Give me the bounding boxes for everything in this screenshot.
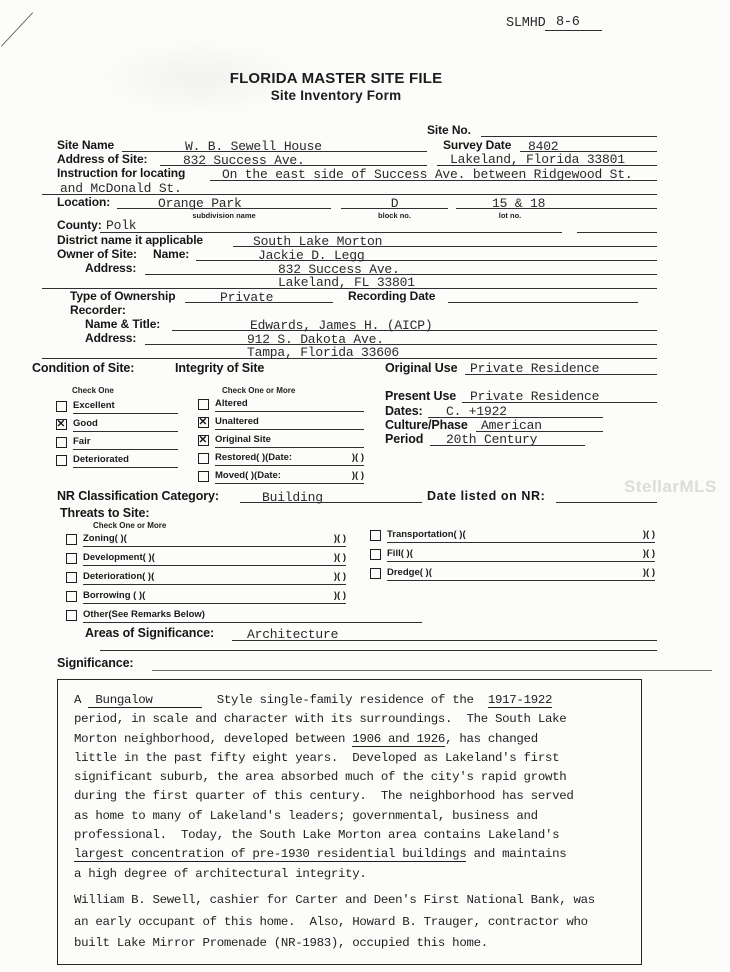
significance-text-segment: a high degree of architectural integrity. — [74, 866, 367, 881]
site-address-label: Address of Site: — [57, 152, 148, 166]
checkbox-label: Deteriorated — [73, 454, 129, 465]
checkbox-zoning — [66, 534, 77, 545]
threat-row — [66, 552, 346, 566]
dates-label: Dates: — [385, 404, 423, 418]
stellar-mls-watermark: StellarMLS — [624, 477, 717, 496]
form-ref-label: SLMHD — [506, 16, 546, 31]
checkbox-fair — [56, 437, 67, 448]
threat-row — [66, 590, 346, 604]
checkbox-label: Fill( )( — [387, 548, 413, 559]
culture-value: American — [481, 418, 542, 433]
location-label: Location: — [57, 195, 111, 209]
instruction-value-2: and McDonald St. — [60, 181, 182, 196]
significance-title: Significance: — [57, 656, 134, 670]
significance-box — [57, 679, 642, 965]
survey-date-value: 8402 — [528, 139, 559, 154]
recording-date-line — [448, 302, 638, 303]
checkbox-restored — [198, 453, 209, 464]
significance-text-segment: professional. Today, the South Lake Morton area contains Lakeland's — [74, 828, 560, 843]
instruction-value: On the east side of Success Ave. between Ridgewood St. — [222, 167, 633, 182]
lot-line — [456, 208, 657, 209]
condition-row — [56, 436, 178, 450]
checkbox-suffix: )( ) — [642, 529, 655, 540]
checkbox-transportation — [370, 530, 381, 541]
owner-label: Owner of Site: — [57, 247, 137, 261]
significance-line — [74, 826, 631, 845]
significance-text-segment: William B. Sewell, cashier for Carter and Deen's First National Bank, was — [74, 892, 595, 907]
significance-text-segment: as home to many of Lakeland's leaders; governmental, business and — [74, 808, 538, 823]
form-ref-value: 8-6 — [556, 15, 580, 30]
recorder-address-label: Address: — [85, 331, 137, 345]
subdivision-value: Orange Park — [158, 196, 242, 211]
pen-stray-mark — [1, 12, 33, 46]
significance-text-segment: Style single-family residence of the — [202, 693, 488, 707]
checkbox-suffix: )( ) — [333, 533, 346, 544]
recorder-city-value: Tampa, Florida 33606 — [247, 345, 400, 360]
checkbox-other — [66, 610, 77, 621]
lot-caption: lot no. — [498, 211, 522, 220]
integrity-title: Integrity of Site — [175, 361, 265, 375]
site-no-label: Site No. — [427, 123, 471, 137]
county-line-2 — [577, 232, 657, 233]
significance-text-segment: an early occupant of this home. Also, Howard B. Trauger, contractor who — [74, 914, 588, 929]
site-name-value: W. B. Sewell House — [185, 139, 322, 154]
checkbox-original-site — [198, 435, 209, 446]
significance-line — [74, 749, 631, 768]
ref-underline — [545, 30, 602, 31]
form-title: FLORIDA MASTER SITE FILE — [229, 70, 443, 87]
checkbox-unaltered — [198, 417, 209, 428]
significance-text-segment: Morton neighborhood, developed between — [74, 731, 353, 746]
survey-date-label: Survey Date — [443, 138, 512, 152]
checkbox-label: Zoning( )( — [83, 533, 127, 544]
original-use-value: Private Residence — [470, 361, 600, 376]
county-label: County: — [57, 218, 102, 232]
period-value: 20th Century — [446, 432, 538, 447]
significance-text-segment: and maintains — [466, 847, 567, 862]
checkbox-label: Good — [73, 418, 98, 429]
checkbox-label: Original Site — [215, 434, 271, 445]
checkbox-label: Borrowing ( )( — [83, 590, 146, 601]
significance-text-segment: little in the past fifty eight years. Developed as Lakeland's first — [74, 750, 560, 765]
integrity-caption: Check One or More — [222, 386, 296, 395]
significance-paragraph-2 — [74, 890, 631, 955]
checkbox-borrowing — [66, 591, 77, 602]
checkbox-deteriorated — [56, 455, 67, 466]
significance-text — [58, 680, 641, 955]
significance-text-segment: period, in scale and character with its surroundings. The South Lake — [74, 712, 567, 727]
integrity-row — [198, 434, 364, 448]
original-use-label: Original Use — [385, 361, 458, 375]
significance-text-segment: built Lake Mirror Promenade (NR-1983), occupied this home. — [74, 936, 488, 951]
threat-row — [66, 571, 346, 585]
city-state-value: Lakeland, Florida 33801 — [450, 152, 625, 167]
checkbox-deterioration — [66, 572, 77, 583]
threat-row — [66, 609, 422, 623]
condition-row — [56, 400, 178, 414]
significance-text-segment: 1906 and 1926 — [352, 731, 446, 746]
significance-paragraph-1 — [74, 691, 631, 884]
condition-row — [56, 418, 178, 432]
condition-row — [56, 454, 178, 468]
district-value: South Lake Morton — [253, 234, 383, 249]
significance-line — [74, 710, 631, 729]
significance-line — [74, 845, 631, 864]
checkbox-development — [66, 553, 77, 564]
site-address-value: 832 Success Ave. — [183, 153, 305, 168]
nr-date-line — [556, 502, 657, 503]
threat-row — [370, 548, 655, 562]
checkbox-label: Transportation( )( — [387, 529, 466, 540]
site-no-line — [481, 136, 657, 137]
significance-line — [74, 807, 631, 826]
threat-row — [370, 567, 655, 581]
checkbox-suffix: )( ) — [351, 452, 364, 463]
threats-title: Threats to Site: — [60, 506, 150, 520]
integrity-row — [198, 398, 364, 412]
significance-line — [74, 865, 631, 884]
significance-line — [74, 933, 631, 955]
checkbox-suffix: )( ) — [642, 567, 655, 578]
checkbox-altered — [198, 399, 209, 410]
significance-text-segment: Bungalow — [88, 693, 203, 707]
checkbox-label: Unaltered — [215, 416, 259, 427]
condition-title: Condition of Site: — [32, 361, 135, 375]
checkbox-suffix: )( ) — [351, 470, 364, 481]
significance-divider — [100, 650, 657, 651]
checkbox-dredge — [370, 568, 381, 579]
present-use-value: Private Residence — [470, 389, 600, 404]
recorder-label: Recorder: — [70, 303, 126, 317]
checkbox-label: Deterioration( )( — [83, 571, 155, 582]
significance-line — [74, 730, 631, 749]
areas-value: Architecture — [247, 627, 339, 642]
checkbox-label: Fair — [73, 436, 91, 447]
significance-text-segment: during the first quarter of this century. The neighborhood has served — [74, 789, 574, 804]
checkbox-good — [56, 419, 67, 430]
lot-value: 15 & 18 — [492, 196, 546, 211]
checkbox-suffix: )( ) — [642, 548, 655, 559]
nr-class-value: Building — [262, 490, 323, 505]
checkbox-excellent — [56, 401, 67, 412]
significance-text-segment: largest concentration of pre-1930 residential buildings — [74, 847, 467, 862]
owner-city-value: Lakeland, FL 33801 — [278, 275, 415, 290]
significance-line — [74, 787, 631, 806]
significance-text-segment: A — [74, 693, 89, 707]
checkbox-moved — [198, 471, 209, 482]
owner-name-label: Name: — [153, 247, 190, 261]
recorder-address-line — [145, 344, 657, 345]
checkbox-label: Excellent — [73, 400, 115, 411]
checkbox-label: Other(See Remarks Below) — [83, 609, 205, 620]
recorder-name-label: Name & Title: — [85, 317, 161, 331]
instruction-label: Instruction for locating — [57, 166, 186, 180]
block-value: D — [390, 196, 399, 211]
county-value: Polk — [106, 218, 137, 233]
site-name-label: Site Name — [57, 138, 115, 152]
condition-caption: Check One — [72, 386, 114, 395]
significance-line — [74, 890, 631, 912]
nr-class-label: NR Classification Category: — [57, 489, 219, 503]
significance-text-segment: , has changed — [445, 731, 538, 746]
owner-name-value: Jackie D. Legg — [258, 248, 365, 263]
culture-label: Culture/Phase — [385, 418, 468, 432]
ownership-label: Type of Ownership — [70, 289, 176, 303]
significance-text-segment: significant suburb, the area absorbed much of the city's rapid growth — [74, 770, 567, 785]
threat-row — [66, 533, 346, 547]
integrity-row — [198, 416, 364, 430]
recording-date-label: Recording Date — [348, 289, 436, 303]
checkbox-label: Altered — [215, 398, 248, 409]
significance-title-line — [152, 670, 712, 671]
significance-line — [74, 912, 631, 934]
checkbox-suffix: )( ) — [333, 571, 346, 582]
checkbox-fill — [370, 549, 381, 560]
checkbox-label: Moved( )(Date: — [215, 470, 281, 481]
nr-date-label: Date listed on NR: — [427, 489, 546, 503]
recorder-address-value: 912 S. Dakota Ave. — [247, 332, 384, 347]
significance-line — [74, 691, 631, 710]
checkbox-suffix: )( ) — [333, 590, 346, 601]
recorder-name-value: Edwards, James H. (AICP) — [250, 318, 433, 333]
checkbox-label: Dredge( )( — [387, 567, 432, 578]
owner-address-label: Address: — [85, 261, 137, 275]
significance-line — [74, 768, 631, 787]
threats-caption: Check One or More — [93, 521, 167, 530]
significance-text-segment: 1917-1922 — [487, 693, 553, 707]
block-caption: block no. — [378, 211, 411, 220]
threat-row — [370, 529, 655, 543]
checkbox-label: Development( )( — [83, 552, 155, 563]
ownership-value: Private — [220, 290, 274, 305]
integrity-row — [198, 470, 364, 484]
dates-value: C. +1922 — [446, 404, 507, 419]
period-label: Period — [385, 432, 424, 446]
present-use-label: Present Use — [385, 389, 457, 403]
subdivision-caption: subdivision name — [192, 211, 256, 220]
form-subtitle: Site Inventory Form — [270, 88, 402, 103]
areas-label: Areas of Significance: — [85, 626, 215, 640]
district-label: District name it applicable — [57, 233, 204, 247]
integrity-row — [198, 452, 364, 466]
owner-address-value: 832 Success Ave. — [278, 262, 400, 277]
checkbox-suffix: )( ) — [333, 552, 346, 563]
checkbox-label: Restored( )(Date: — [215, 452, 293, 463]
